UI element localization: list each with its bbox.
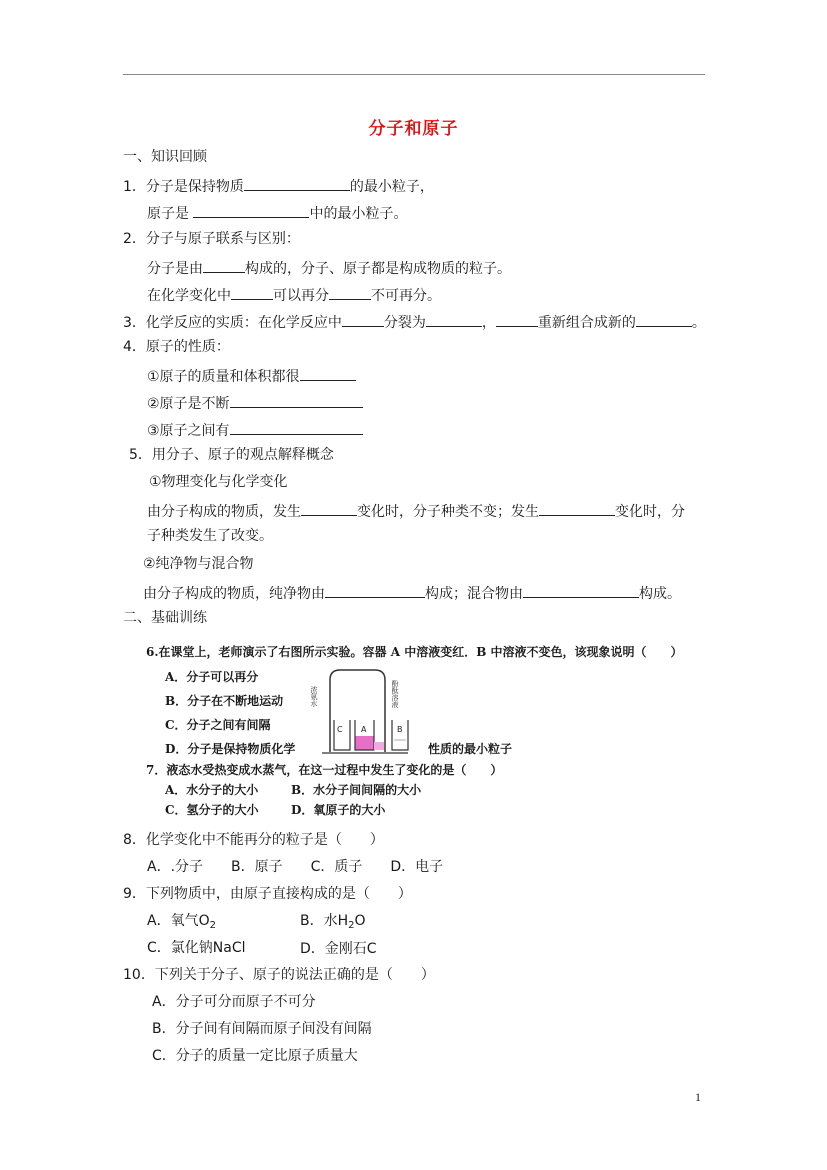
question-9-option-d: D．金刚石C bbox=[300, 941, 377, 957]
q5-text-d: 由分子构成的物质，纯净物由 bbox=[143, 586, 325, 602]
question-4-item-3 bbox=[147, 419, 363, 440]
answer-blank[interactable] bbox=[300, 365, 356, 381]
q9-option-a-text: A．氧气O bbox=[147, 913, 210, 929]
question-10-option-a: A．分子可分而原子不可分 bbox=[152, 994, 316, 1010]
phenolphthalein-label: 酚酞溶液 bbox=[391, 680, 399, 708]
question-6-option-b: B．分子在不断地运动 bbox=[165, 694, 284, 708]
q3-text-b: 分裂为 bbox=[383, 315, 426, 331]
q3-text-d: 重新组合成新的 bbox=[537, 315, 636, 331]
q5-text-c: 变化时，分 bbox=[615, 504, 685, 520]
question-6-option-a: A．分子可以再分 bbox=[165, 670, 259, 684]
question-4-item-2 bbox=[147, 392, 363, 413]
question-4-head: 4．原子的性质： bbox=[123, 339, 230, 355]
q5-text-a: 由分子构成的物质，发生 bbox=[147, 504, 301, 520]
answer-blank[interactable] bbox=[496, 311, 538, 327]
question-7-stem: 7．液态水受热变成水蒸气，在这一过程中发生了变化的是（ ） bbox=[146, 763, 503, 777]
answer-blank[interactable] bbox=[230, 419, 363, 435]
answer-blank[interactable] bbox=[230, 392, 363, 408]
q3-text-a: 3．化学反应的实质：在化学反应中 bbox=[123, 315, 342, 331]
experiment-figure bbox=[300, 660, 420, 756]
question-5-sub-1: ①物理变化与化学变化 bbox=[149, 474, 288, 490]
section-heading-review: 一、知识回顾 bbox=[123, 149, 207, 165]
question-10-stem: 10．下列关于分子、原子的说法正确的是（ ） bbox=[123, 967, 435, 983]
question-2-line-2 bbox=[147, 284, 441, 305]
q1-text-d: 中的最小粒子。 bbox=[309, 206, 408, 222]
question-2-head: 2．分子与原子联系与区别： bbox=[123, 231, 300, 247]
question-5-head: 5．用分子、原子的观点解释概念 bbox=[129, 447, 334, 463]
answer-blank[interactable] bbox=[325, 582, 425, 598]
q3-text-c: ， bbox=[481, 315, 496, 331]
q2-text-c: 在化学变化中 bbox=[147, 288, 231, 304]
question-5-line-1 bbox=[147, 500, 685, 521]
question-9-option-b bbox=[300, 912, 366, 935]
q3-text-e: 。 bbox=[691, 315, 706, 331]
question-6-option-d-tail: 性质的最小粒子 bbox=[428, 742, 513, 756]
question-8-options: A．.分子 B．原子 C．质子 D．电子 bbox=[147, 859, 444, 875]
question-6-option-d: D．分子是保持物质化学 bbox=[165, 742, 296, 756]
q4-text-a: ①原子的质量和体积都很 bbox=[147, 369, 300, 385]
question-6-stem: 6.在课堂上，老师演示了右图所示实验。容器 A 中溶液变红．B 中溶液不变色，该现象说明（ ） bbox=[146, 645, 683, 659]
question-4-item-1 bbox=[147, 365, 356, 386]
q2-text-e: 不可再分。 bbox=[371, 288, 441, 304]
question-5-sub-2: ②纯净物与混合物 bbox=[143, 556, 254, 572]
question-9-option-c: C．氯化钠NaCl bbox=[147, 940, 246, 956]
answer-blank[interactable] bbox=[301, 500, 357, 516]
question-2-line-1 bbox=[147, 257, 511, 278]
answer-blank[interactable] bbox=[426, 311, 482, 327]
question-9-stem: 9．下列物质中，由原子直接构成的是（ ） bbox=[123, 886, 412, 902]
question-8-stem: 8．化学变化中不能再分的粒子是（ ） bbox=[123, 832, 384, 848]
q2-text-d: 可以再分 bbox=[273, 288, 329, 304]
question-7-option-a: A．水分子的大小 bbox=[165, 783, 259, 797]
header-rule bbox=[123, 74, 705, 75]
page-number: 1 bbox=[695, 1090, 701, 1104]
question-9-option-a bbox=[147, 912, 216, 935]
question-7-option-d: D．氧原子的大小 bbox=[291, 803, 386, 817]
question-3 bbox=[123, 311, 706, 332]
q1-text-b: 的最小粒子， bbox=[349, 179, 434, 195]
q5-text-b: 变化时，分子种类不变；发生 bbox=[357, 504, 539, 520]
answer-blank[interactable] bbox=[329, 284, 371, 300]
q9-option-a-subscript: 2 bbox=[209, 920, 216, 931]
question-1-line-2 bbox=[147, 202, 407, 223]
answer-blank[interactable] bbox=[193, 202, 309, 218]
q2-text-a: 分子是由 bbox=[147, 261, 203, 277]
question-7-option-b: B．水分子间间隔的大小 bbox=[291, 783, 422, 797]
answer-blank[interactable] bbox=[539, 500, 615, 516]
question-1-line-1 bbox=[123, 175, 434, 196]
answer-blank[interactable] bbox=[636, 311, 692, 327]
answer-blank[interactable] bbox=[231, 284, 273, 300]
answer-blank[interactable] bbox=[244, 175, 350, 191]
answer-blank[interactable] bbox=[342, 311, 384, 327]
q5-text-f: 构成。 bbox=[639, 586, 681, 602]
page-title: 分子和原子 bbox=[368, 119, 459, 139]
answer-blank[interactable] bbox=[523, 582, 639, 598]
q4-text-b: ②原子是不断 bbox=[147, 396, 230, 412]
question-10-option-b: B．分子间有间隔而原子间没有间隔 bbox=[152, 1021, 372, 1037]
beaker-b-label: B bbox=[397, 725, 403, 734]
question-5-line-2: 子种类发生了改变。 bbox=[147, 528, 273, 544]
beaker-a-label: A bbox=[361, 725, 367, 734]
q9-option-b-text: B．水H bbox=[300, 913, 349, 929]
q4-text-c: ③原子之间有 bbox=[147, 423, 230, 439]
answer-blank[interactable] bbox=[203, 257, 245, 273]
q1-text-c: 原子是 bbox=[147, 206, 189, 222]
q5-text-e: 构成；混合物由 bbox=[425, 586, 523, 602]
question-10-option-c: C．分子的质量一定比原子质量大 bbox=[152, 1048, 358, 1064]
question-6-option-c: C．分子之间有间隔 bbox=[165, 718, 271, 732]
question-7-option-c: C．氢分子的大小 bbox=[165, 803, 259, 817]
q9-option-b-subscript: 2 bbox=[348, 920, 355, 931]
q2-text-b: 构成的，分子、原子都是构成物质的粒子。 bbox=[245, 261, 511, 277]
beaker-c-label: C bbox=[337, 725, 343, 734]
section-heading-practice: 二、基础训练 bbox=[123, 610, 207, 626]
q1-text-a: 1．分子是保持物质 bbox=[123, 179, 244, 195]
question-5-line-3 bbox=[143, 582, 681, 603]
q9-option-b-tail: O bbox=[354, 913, 366, 929]
ammonia-label: 浓氨水 bbox=[310, 686, 318, 707]
